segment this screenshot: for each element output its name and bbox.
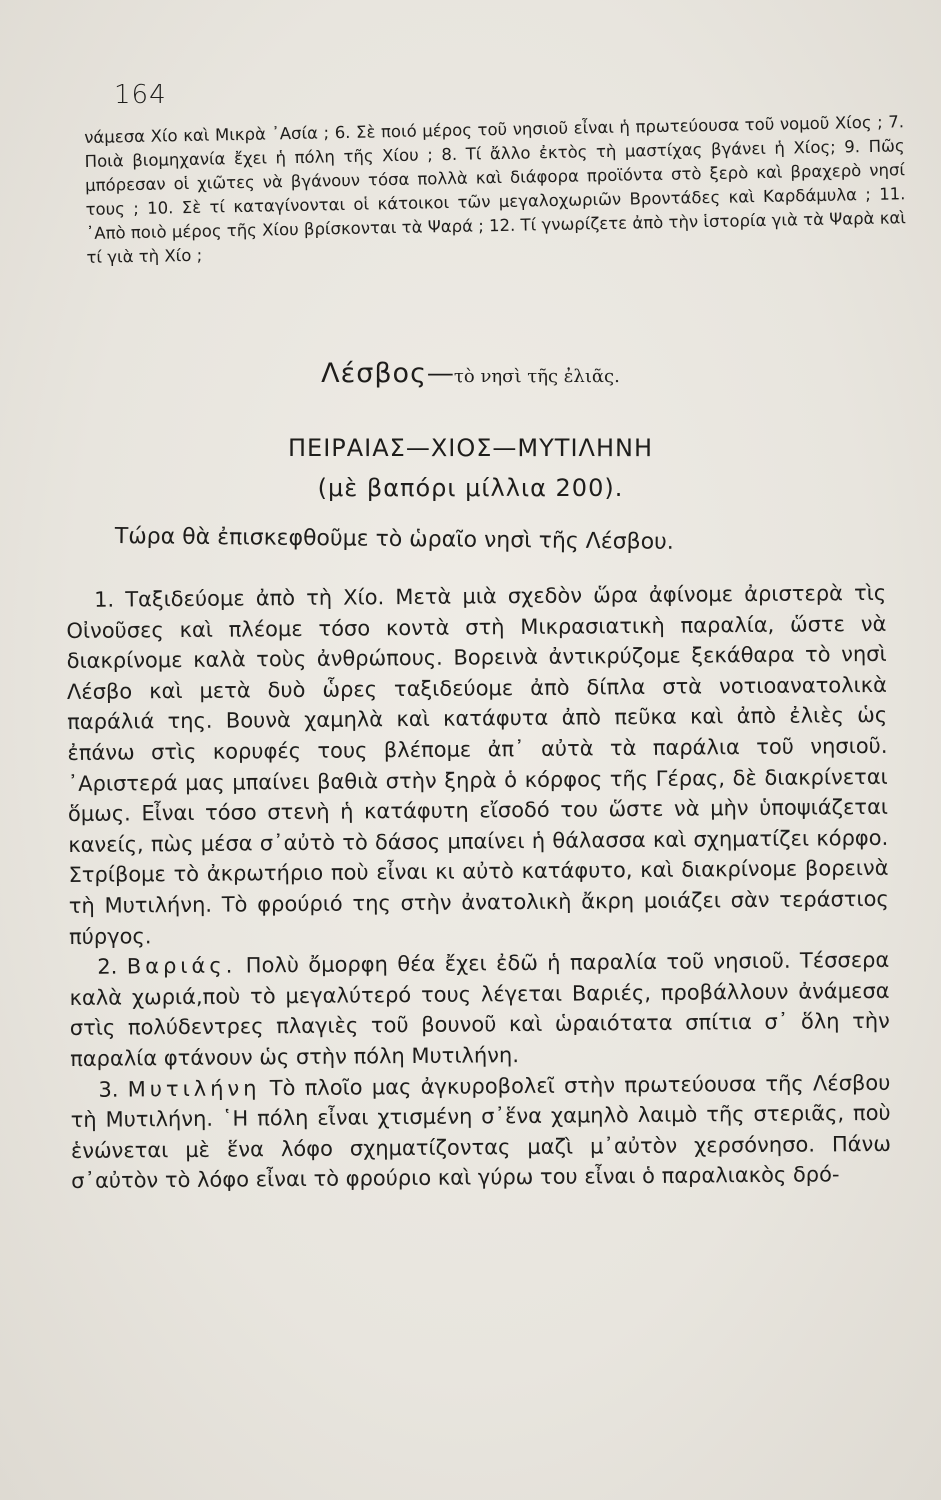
paragraph-3-text: Τὸ πλοῖο μας ἀγκυροβολεῖ στὴν πρωτεύουσα τῆς Λέσβου τὴ Μυτιλήνη. ῾Η πόλη εἶναι χτισμένη σ᾿ἕνα χαμηλὸ λαιμὸ τῆς στεριᾶς, ποὺ ἑνώνεται μὲ ἕνα λόφο σχηματίζοντας μαζὶ μ᾿αὐτὸν χερσόνησο. Πάνω σ᾿αὐτὸν τὸ λόφο εἶναι τὸ φρούριο καὶ γύρω του εἶναι ὁ παραλιακὸς δρό- <box>70 1070 892 1194</box>
paragraph-2-text: Πολὺ ὄμορφη θέα ἔχει ἐδῶ ἡ παραλία τοῦ νησιοῦ. Τέσσερα καλὰ χωριά,ποὺ τὸ μεγαλύτερό τους λέγεται Βαριές, προβάλλουν ἀνάμεσα στὶς πολύδεντρες πλαγιὲς τοῦ βουνοῦ καὶ ὡραιότατα σπίτια σ᾿ ὅλη τὴν παραλία φτάνουν ὡς στὴν πόλη Μυτιλήνη. <box>69 947 890 1071</box>
body-text <box>66 578 891 1197</box>
route-distance: (μὲ βαπόρι μίλλια 200). <box>317 474 624 502</box>
paragraph-3 <box>70 1067 891 1197</box>
paragraph-2-title: Βαριάς. <box>126 953 237 979</box>
page-number: 164 <box>114 80 167 110</box>
section-place-name: Λέσβος <box>321 358 427 389</box>
section-dash: — <box>426 358 454 389</box>
paragraph-3-number: 3. <box>98 1077 119 1102</box>
paragraph-3-title: Μυτιλήνη <box>127 1075 261 1101</box>
paragraph-1: 1. Ταξιδεύομε ἀπὸ τὴ Χίο. Μετὰ μιὰ σχεδὸν ὥρα ἀφίνομε ἀριστερὰ τὶς Οἰνοῦσες καὶ πλέομε τόσο κοντὰ στὴ Μικρασιατικὴ παραλία, ὥστε νὰ διακρίνομε καλὰ τοὺς ἀνθρώπους. Βορεινὰ ἀντικρύζομε ξεκάθαρα τὸ νησὶ Λέσβο καὶ μετὰ δυὸ ὧρες ταξιδεύομε ἀπὸ δίπλα στὰ νοτιοανατολικὰ παράλιά της. Βουνὰ χαμηλὰ καὶ κατάφυτα ἀπὸ πεῦκα καὶ ἀπὸ ἐλιὲς ὡς ἐπάνω στὶς κορυφές τους βλέπομε ἀπ᾿ αὐτὰ τὰ παράλια τοῦ νησιοῦ. ᾿Αριστερά μας μπαίνει βαθιὰ στὴν ξηρὰ ὁ κόρφος τῆς Γέρας, δὲ διακρίνεται ὅμως. Εἶναι τόσο στενὴ ἡ κατάφυτη εἴσοδό του ὥστε νὰ μὴν ὑποψιάζεται κανείς, πὼς μέσα σ᾿αὐτὸ τὸ δάσος μπαίνει ἡ θάλασσα καὶ σχηματίζει κόρφο. Στρίβομε τὸ ἀκρωτήριο ποὺ εἶναι κι αὐτὸ κατάφυτο, καὶ διακρίνομε βορεινὰ τὴ Μυτιλήνη. Τὸ φρούριό της στὴν ἀνατολικὴ ἄκρη μοιάζει σὰν τεράστιος πύργος. <box>66 580 889 949</box>
review-questions: νάμεσα Χίο καὶ Μικρὰ ᾿Ασία ; 6. Σὲ ποιό μέρος τοῦ νησιοῦ εἶναι ἡ πρωτεύουσα τοῦ νομοῦ Χίος ; 7. Ποιὰ βιομηχανία ἔχει ἡ πόλη τῆς Χίου ; 8. Τί ἄλλο ἐκτὸς τὴ μαστίχας βγάνει ἡ Χίος; 9. Πῶς μπόρεσαν οἱ χιῶτες νὰ βγάνουν τόσα πολλὰ καὶ διάφορα προϊόντα στὸ ξερὸ καὶ βραχερὸ νησί τους ; 10. Σὲ τί καταγίνονται οἱ κάτοικοι τῶν μεγαλοχωριῶν Βροντάδες καὶ Καρδάμυλα ; 11. ᾿Απὸ ποιὸ μέρος τῆς Χίου βρίσκονται τὰ Ψαρά ; 12. Τί γνωρίζετε ἀπὸ τὴν ἱστορία γιὰ τὰ Ψαρὰ καὶ τί γιὰ τὴ Χίο ; <box>84 112 907 267</box>
section-tagline: τὸ νησὶ τῆς ἐλιᾶς. <box>453 366 620 387</box>
route-block <box>0 428 941 508</box>
route-line: ΠΕΙΡΑΙΑΣ—ΧΙΟΣ—ΜΥΤΙΛΗΝΗ <box>288 434 653 462</box>
section-heading <box>0 358 941 389</box>
paragraph-2-number: 2. <box>97 954 118 979</box>
intro-sentence: Τώρα θὰ ἐπισκεφθοῦμε τὸ ὡραῖο νησὶ τῆς Λέσβου. <box>114 524 674 555</box>
paragraph-2 <box>69 945 890 1075</box>
